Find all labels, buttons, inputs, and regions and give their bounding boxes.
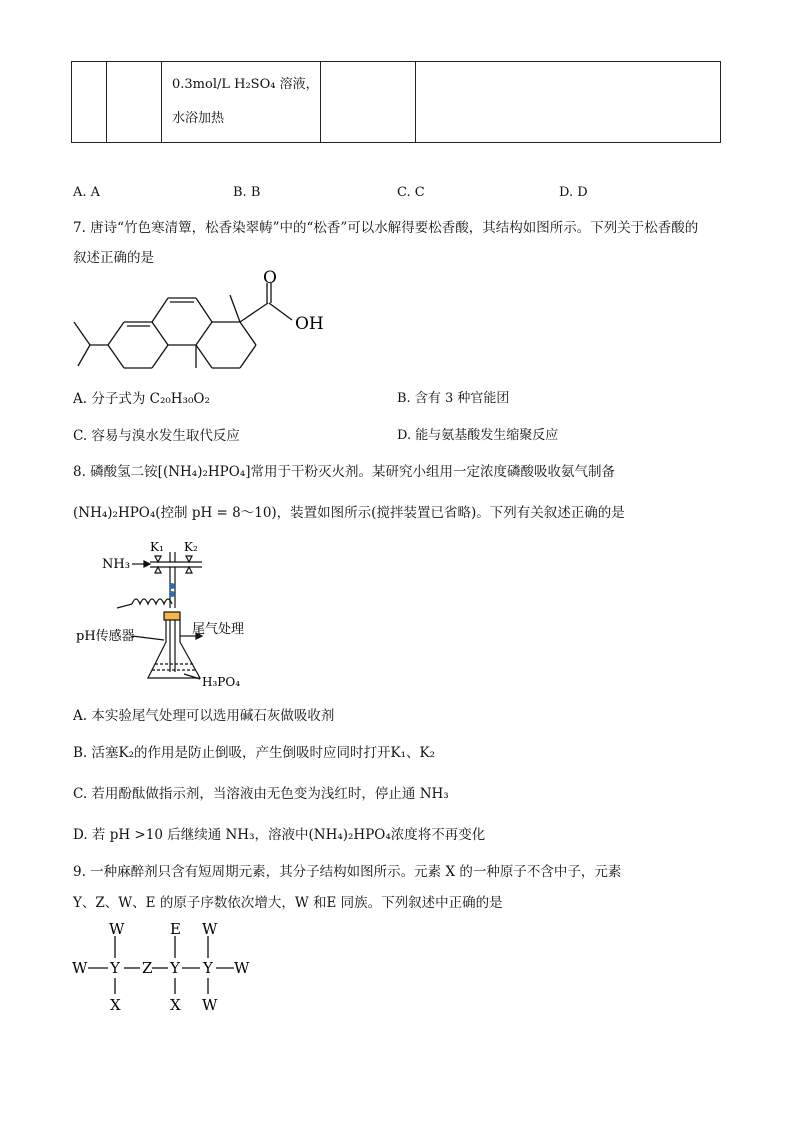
ammonia-absorption-apparatus <box>72 538 272 693</box>
tail-gas-label: 尾气处理 <box>192 622 245 637</box>
q8-option-a: A. 本实验尾气处理可以选用碱石灰做吸收剂 <box>73 708 335 724</box>
q8-stem-line-1: 8. 磷酸氢二铵[(NH₄)₂HPO₄]常用于干粉灭火剂。某研究小组用一定浓度磷酸吸收氨气制备 <box>73 464 615 480</box>
oxygen-label: O <box>263 268 277 288</box>
atom-w-top-2: W <box>202 920 218 938</box>
q7-stem-line-2: 叙述正确的是 <box>73 250 154 266</box>
answer-table <box>71 61 721 143</box>
atom-x-bottom-1: X <box>110 996 121 1014</box>
ph-sensor-label: pH传感器 <box>76 629 135 644</box>
atom-y-3: Y <box>203 959 213 977</box>
atom-z: Z <box>142 959 153 977</box>
atom-w-right: W <box>234 959 250 977</box>
atom-y-1: Y <box>110 959 120 977</box>
q8-stem-line-2: (NH₄)₂HPO₄(控制 pH = 8～10)，装置如图所示(搅拌装置已省略)。下列有关叙述正确的是 <box>73 505 625 521</box>
atom-w-left: W <box>72 959 88 977</box>
atom-y-2: Y <box>170 959 180 977</box>
q7-stem-line-1: 7. 唐诗“竹色寒清簟，松香染翠帱”中的“松香”可以水解得要松香酸，其结构如图所示。下列关于松香酸的 <box>73 220 699 236</box>
q7-option-a: A. 分子式为 C₂₀H₃₀O₂ <box>73 391 210 407</box>
abietic-acid-structure <box>70 265 340 380</box>
anesthetic-structure <box>70 918 270 1018</box>
table-row <box>72 62 721 143</box>
q8-option-d: D. 若 pH >10 后继续通 NH₃，溶液中(NH₄)₂HPO₄浓度将不再变化 <box>73 827 486 843</box>
h3po4-label: H₃PO₄ <box>202 675 240 689</box>
hydroxyl-label: OH <box>295 314 324 334</box>
atom-e-top: E <box>170 920 181 938</box>
q7-option-c: C. 容易与溴水发生取代反应 <box>73 428 240 444</box>
reagent-line-2: 水浴加热 <box>172 111 225 126</box>
q8-option-c: C. 若用酚酞做指示剂，当溶液由无色变为浅红时，停止通 NH₃ <box>73 786 449 802</box>
atom-x-bottom-2: X <box>170 996 181 1014</box>
q6-option-d: D. D <box>559 185 588 200</box>
q7-option-b: B. 含有 3 种官能团 <box>397 391 510 406</box>
q9-stem-line-2: Y、Z、W、E 的原子序数依次增大，W 和E 同族。下列叙述中正确的是 <box>73 895 503 911</box>
table-cell-reagent <box>162 62 321 143</box>
atom-w-bottom: W <box>202 996 218 1014</box>
table-cell <box>107 62 162 143</box>
q6-option-c: C. C <box>397 185 425 200</box>
atom-w-top-1: W <box>109 920 125 938</box>
table-cell <box>321 62 416 143</box>
q8-option-b: B. 活塞K₂的作用是防止倒吸，产生倒吸时应同时打开K₁、K₂ <box>73 745 435 761</box>
nh3-label: NH₃ <box>102 557 130 572</box>
reagent-line-1: 0.3mol/L H₂SO₄ 溶液， <box>172 77 319 92</box>
table-cell <box>72 62 107 143</box>
k2-label: K₂ <box>184 540 198 554</box>
table-cell <box>416 62 721 143</box>
k1-label: K₁ <box>150 540 164 554</box>
q6-option-a: A. A <box>73 185 101 200</box>
q6-option-b: B. B <box>233 185 261 200</box>
q9-stem-line-1: 9. 一种麻醉剂只含有短周期元素，其分子结构如图所示。元素 X 的一种原子不含中子，元素 <box>73 864 622 880</box>
q7-option-d: D. 能与氨基酸发生缩聚反应 <box>397 428 559 443</box>
